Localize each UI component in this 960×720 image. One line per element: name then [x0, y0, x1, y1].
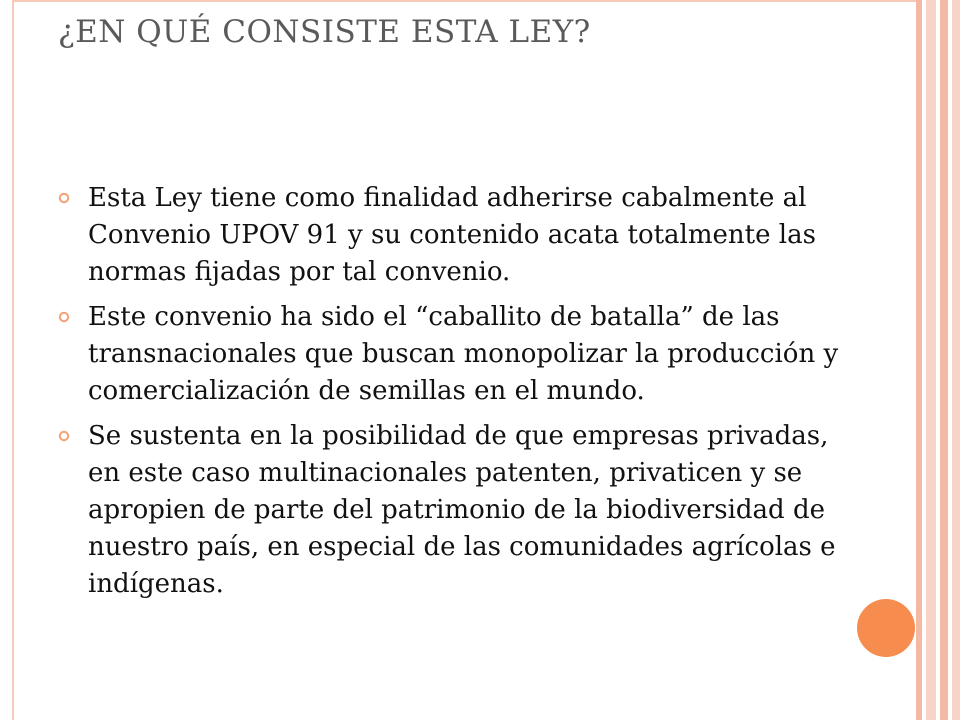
- bullet-item: [58, 418, 848, 603]
- bullet-text: Se sustenta en la posibilidad de que empresas privadas, en este caso multinacionales patenten, privaticen y se apropien de parte del patrimonio de la biodiversidad de nuestro país, en especial de las comunidades agrícolas e indígenas.: [88, 421, 836, 599]
- bullet-list: [58, 180, 848, 611]
- open-circle-bullet-icon: [58, 311, 70, 323]
- top-border-line: [12, 0, 920, 2]
- open-circle-bullet-icon: [58, 430, 70, 442]
- bullet-item: [58, 180, 848, 291]
- stripe: [926, 0, 936, 720]
- bullet-text: Este convenio ha sido el “caballito de batalla” de las transnacionales que buscan monopolizar la producción y comercialización de semillas en el mundo.: [88, 302, 839, 406]
- open-circle-bullet-icon: [58, 192, 70, 204]
- orange-circle-icon: [857, 599, 915, 657]
- slide-title: ¿EN QUÉ CONSISTE ESTA LEY?: [58, 14, 591, 50]
- right-decorative-stripes: [916, 0, 960, 720]
- left-border-line: [12, 0, 14, 720]
- stripe: [940, 0, 948, 720]
- bullet-text: Esta Ley tiene como finalidad adherirse cabalmente al Convenio UPOV 91 y su contenido acata totalmente las normas fijadas por tal convenio.: [88, 183, 816, 287]
- stripe: [952, 0, 960, 720]
- bullet-item: [58, 299, 848, 410]
